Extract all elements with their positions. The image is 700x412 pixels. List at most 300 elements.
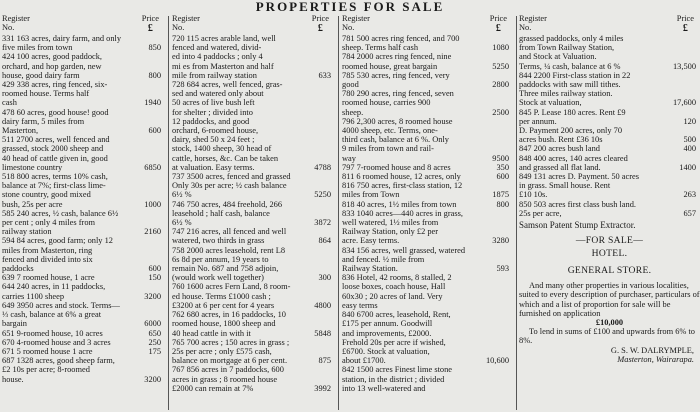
listing-text: 25s per acre ; only £575 cash, xyxy=(172,346,272,356)
listing-text: and fenced. ½ mile from xyxy=(342,254,425,264)
listing-text: roomed house, 1800 sheep and xyxy=(172,319,276,329)
listing-line xyxy=(342,181,513,190)
listing-text: ⅓ cash, balance at 6% a great xyxy=(2,310,102,320)
listing-line xyxy=(342,329,513,338)
listing-price: 10,600 xyxy=(485,356,509,366)
listing-line xyxy=(342,200,513,209)
listing-line xyxy=(172,338,335,347)
listing-text: orchard, and hop garden, new xyxy=(2,61,102,71)
listing-line xyxy=(172,282,335,291)
listing-line xyxy=(2,301,165,310)
listing-line xyxy=(172,255,335,264)
listing-text: 25s per acre, xyxy=(519,208,562,218)
listing-line xyxy=(2,319,165,328)
listing-text: roomed house. Terms half xyxy=(2,89,90,99)
listing-text: £6700. Stock at valuation, xyxy=(342,346,430,356)
listing-line xyxy=(519,209,700,218)
ad-hotel: HOTEL. xyxy=(591,248,628,260)
listing-text: 760 1600 acres Fern Land, 8 room- xyxy=(172,282,291,292)
listing-line xyxy=(342,246,513,255)
listing-text: 40 head of cattle given in, good xyxy=(2,153,108,163)
listing-line xyxy=(172,144,335,153)
listing-text: sheep. xyxy=(342,107,364,117)
listing-text: 4000 sheep, etc. Terms, one- xyxy=(342,126,438,136)
listing-line xyxy=(2,365,165,374)
page-title: PROPERTIES FOR SALE xyxy=(255,0,445,14)
listing-text: bush, 25s per acre xyxy=(2,199,63,209)
listing-line xyxy=(519,52,700,61)
listing-line xyxy=(342,135,513,144)
listing-line xyxy=(172,71,335,80)
listing-text: £10 10s. xyxy=(519,190,548,200)
listing-line xyxy=(172,347,335,356)
listing-text: per annum. xyxy=(519,116,557,126)
ad-lend-text: To lend in sums of £100 and upwards from 6% to 8%. xyxy=(519,327,695,346)
listing-line xyxy=(172,227,335,236)
listing-price: 5848 xyxy=(314,328,331,338)
listing-line xyxy=(2,34,165,43)
listing-line xyxy=(342,264,513,273)
listing-text: five miles from town xyxy=(2,43,73,53)
listing-price: 3872 xyxy=(314,218,331,228)
listing-price: 2800 xyxy=(492,80,509,90)
listing-text: 758 2000 acres leasehold, rent L8 xyxy=(172,245,286,255)
column-divider xyxy=(516,16,517,410)
column-divider xyxy=(168,16,169,410)
listing-text: acre. Easy terms. xyxy=(342,236,400,246)
listing-line xyxy=(172,190,335,199)
listing-price: 2160 xyxy=(144,227,161,237)
listing-line xyxy=(172,52,335,61)
column-header xyxy=(519,14,700,34)
listing-line xyxy=(342,126,513,135)
listing-line xyxy=(519,71,700,80)
ad-amount: £10,000 xyxy=(595,318,624,328)
listing-line xyxy=(172,264,335,273)
listing-line xyxy=(2,329,165,338)
listing-line xyxy=(2,218,165,227)
listing-text: orchard, 6-roomed house, xyxy=(172,126,259,136)
listing-text: mile from railway station xyxy=(172,70,257,80)
listing-line xyxy=(2,80,165,89)
listing-line xyxy=(519,200,700,209)
listing-line xyxy=(2,200,165,209)
listing-text: D. Payment 200 acres, only 70 xyxy=(519,126,623,136)
listing-text: fenced and watered, divid- xyxy=(172,43,262,53)
listing-text: 585 240 acres, ½ cash, balance 6½ xyxy=(2,208,119,218)
listing-line xyxy=(172,310,335,319)
listing-line xyxy=(2,126,165,135)
listing-price: 3280 xyxy=(492,236,509,246)
listing-text: 850 503 acres first class bush land. xyxy=(519,199,636,209)
listing-text: railway station xyxy=(2,227,52,237)
listing-text: dairy, shed 50 x 24 feet ; xyxy=(172,135,255,145)
listing-text: dairy farm, 5 miles from xyxy=(2,116,85,126)
register-label: Register No. xyxy=(2,14,30,32)
listing-text: 747 216 acres, all fenced and well xyxy=(172,227,287,237)
listing-text: 671 5 roomed house 1 acre xyxy=(2,346,93,356)
listing-price: 650 xyxy=(148,328,161,338)
register-label: Register No. xyxy=(172,14,200,32)
listing-line xyxy=(172,209,335,218)
listing-line xyxy=(2,282,165,291)
listing-line xyxy=(2,62,165,71)
listing-line xyxy=(519,135,700,144)
listing-price: 800 xyxy=(148,70,161,80)
listing-price: 800 xyxy=(496,199,509,209)
listing-text: 785 530 acres, ring fenced, very xyxy=(342,70,450,80)
listing-text: mi es from Masterton and half xyxy=(172,61,274,71)
listing-price: 9500 xyxy=(492,153,509,163)
listing-price: 120 xyxy=(683,116,696,126)
listing-line xyxy=(2,227,165,236)
listing-line xyxy=(172,273,335,282)
listing-text: 746 750 acres, 484 freehold, 266 xyxy=(172,199,283,209)
listing-text: 849 131 acres D. Payment. 50 acres xyxy=(519,172,640,182)
price-label: Price £ xyxy=(676,14,694,34)
listing-price: 657 xyxy=(683,208,696,218)
listing-line xyxy=(172,126,335,135)
listing-text: £2000 can remain at 7% xyxy=(172,383,254,393)
listing-line xyxy=(2,255,165,264)
listing-line xyxy=(172,154,335,163)
listing-text: 9 miles from town and rail- xyxy=(342,144,434,154)
listing-text: paddocks xyxy=(2,264,34,274)
listing-line xyxy=(519,154,700,163)
listing-text: 818 40 acres, 1½ miles from town xyxy=(342,199,457,209)
listing-line xyxy=(172,62,335,71)
listing-text: Terms, ¼ cash, balance at 6 % xyxy=(519,61,621,71)
listing-price: 1400 xyxy=(679,162,696,172)
listing-price: 2500 xyxy=(492,107,509,117)
listing-text: 6s 8d per annum, 19 years to xyxy=(172,254,269,264)
listing-line xyxy=(2,89,165,98)
listing-text: third cash, balance at 6 %. Only xyxy=(342,135,449,145)
listing-text: 720 115 acres arable land, well xyxy=(172,34,276,43)
listing-line xyxy=(172,98,335,107)
listing-price: 6000 xyxy=(144,319,161,329)
listing-text: into 13 well-watered and xyxy=(342,383,426,393)
listing-text: miles from Masterton, ring xyxy=(2,245,93,255)
listing-line xyxy=(342,255,513,264)
listing-price: 300 xyxy=(318,273,331,283)
listing-text: 844 2200 First-class station in 22 xyxy=(519,70,631,80)
listing-line xyxy=(172,356,335,365)
listing-price: 864 xyxy=(318,236,331,246)
listing-text: 762 680 acres, in 16 paddocks, 10 xyxy=(172,310,286,320)
listing-text: 780 290 acres, ring fenced, seven xyxy=(342,89,454,99)
listing-line xyxy=(2,375,165,384)
listing-line xyxy=(519,126,700,135)
listing-line xyxy=(342,227,513,236)
listing-price: 6850 xyxy=(144,162,161,172)
listing-line xyxy=(342,144,513,153)
listing-text: 594 84 acres, good farm; only 12 xyxy=(2,236,113,246)
column-header xyxy=(342,14,513,34)
listing-line xyxy=(342,89,513,98)
listing-line xyxy=(172,292,335,301)
listing-line xyxy=(342,190,513,199)
ad-stump-extractor: Samson Patent Stump Extractor. xyxy=(519,220,636,231)
listing-text: 840 6700 acres, leasehold, Rent, xyxy=(342,310,451,320)
listing-line xyxy=(2,52,165,61)
listing-line xyxy=(172,163,335,172)
listing-line xyxy=(342,273,513,282)
listing-line xyxy=(519,80,700,89)
listing-line xyxy=(2,347,165,356)
listing-line xyxy=(519,117,700,126)
listing-line xyxy=(519,98,700,107)
listing-line xyxy=(519,181,700,190)
listing-price: 263 xyxy=(683,190,696,200)
listing-text: balance at 7%; first-class lime- xyxy=(2,181,106,191)
listing-line xyxy=(342,310,513,319)
listing-text: ed into 4 paddocks ; only 4 xyxy=(172,52,263,62)
listing-text: roomed house, carries 900 xyxy=(342,98,431,108)
listing-line xyxy=(2,246,165,255)
column-divider xyxy=(338,16,339,410)
listing-line xyxy=(342,365,513,374)
listing-text: bargain xyxy=(2,319,27,329)
listing-price: 3992 xyxy=(314,383,331,393)
listing-text: £175 per annum. Goodwill xyxy=(342,319,433,329)
listing-text: 429 338 acres, ring fenced, six- xyxy=(2,80,108,90)
listing-text: 781 500 acres ring fenced, and 700 xyxy=(342,34,460,43)
listing-price: 600 xyxy=(148,264,161,274)
listing-text: and Stock at Valuation. xyxy=(519,52,597,62)
listing-price: 350 xyxy=(496,162,509,172)
listing-column-4 xyxy=(519,14,700,364)
listing-text: Masterton, xyxy=(2,126,39,136)
listing-price: 500 xyxy=(683,135,696,145)
listing-price: 1000 xyxy=(144,199,161,209)
listing-line xyxy=(342,43,513,52)
listing-line xyxy=(342,347,513,356)
listing-line xyxy=(2,209,165,218)
listing-text: 797 7-roomed house and 8 acres xyxy=(342,162,451,172)
listing-line xyxy=(2,172,165,181)
listing-price: 875 xyxy=(318,356,331,366)
column-header xyxy=(2,14,165,34)
listing-text: 784 2000 acres ring fenced, nine xyxy=(342,52,452,62)
listing-text: 767 856 acres in 7 paddocks, 600 xyxy=(172,365,284,375)
listing-text: watered, two thirds in grass xyxy=(172,236,265,246)
listing-text: (would work well together) xyxy=(172,273,264,283)
listing-line xyxy=(342,218,513,227)
listing-text: 6½ % xyxy=(172,190,192,200)
listing-line xyxy=(2,135,165,144)
listing-text: ed house. Terms £1000 cash ; xyxy=(172,291,271,301)
listing-line xyxy=(172,43,335,52)
listing-line xyxy=(519,89,700,98)
listing-text: stone country, good mixed xyxy=(2,190,91,200)
listing-line xyxy=(172,301,335,310)
listing-line xyxy=(2,356,165,365)
listing-line xyxy=(519,190,700,199)
listing-text: 12 paddocks, and good xyxy=(172,116,250,126)
listing-text: 842 1500 acres Finest lime stone xyxy=(342,365,453,375)
listing-text: sheep. Terms half cash xyxy=(342,43,419,53)
listing-text: 816 750 acres, first-class station, 12 xyxy=(342,181,463,191)
listing-line xyxy=(2,310,165,319)
listing-line xyxy=(172,246,335,255)
listing-line xyxy=(342,154,513,163)
listing-line xyxy=(342,52,513,61)
listing-text: leasehold ; half cash, balance xyxy=(172,208,270,218)
listing-text: easy terms xyxy=(342,300,378,310)
listing-text: 511 2700 acres, well fenced and xyxy=(2,135,110,145)
listing-price: 1940 xyxy=(144,98,161,108)
listing-line xyxy=(172,108,335,117)
listing-line xyxy=(172,172,335,181)
listing-price: 3200 xyxy=(144,374,161,384)
listing-line xyxy=(342,71,513,80)
listing-text: 833 1040 acres—440 acres in grass, xyxy=(342,208,463,218)
listing-line xyxy=(519,34,700,43)
listing-text: carries 1100 sheep xyxy=(2,291,65,301)
listing-price: 4788 xyxy=(314,162,331,172)
listing-text: 40 head cattle in with it xyxy=(172,328,251,338)
listing-line xyxy=(172,319,335,328)
listing-text: 836 Hotel, 42 rooms, 8 stalled, 2 xyxy=(342,273,452,283)
ad-general-store: GENERAL STORE. xyxy=(567,265,652,277)
listing-line xyxy=(172,365,335,374)
listing-line xyxy=(172,236,335,245)
listing-text: well watered, 1½ miles from xyxy=(342,218,439,228)
listing-text: fenced and divided into six xyxy=(2,254,93,264)
listing-text: miles from Town xyxy=(342,190,400,200)
listing-price: 600 xyxy=(496,172,509,182)
listing-text: 651 9-roomed house, 10 acres xyxy=(2,328,103,338)
listing-text: house, good dairy farm xyxy=(2,70,80,80)
listing-text: Railway Station, only £2 per xyxy=(342,227,439,237)
listing-price: 13,500 xyxy=(672,61,696,71)
listing-price: 850 xyxy=(148,43,161,53)
listing-text: 765 700 acres ; 150 acres in grass ; xyxy=(172,337,290,347)
listing-line xyxy=(342,98,513,107)
listing-line xyxy=(172,34,335,43)
listing-line xyxy=(172,200,335,209)
ad-body-text: And many other properties in various localities, suited to every description of purchaser, particulars of which and a list of proportion for sale will be furnished on application xyxy=(519,281,700,318)
listing-text: 847 200 acres bush land xyxy=(519,144,600,154)
listing-line xyxy=(342,34,513,43)
listing-price: 17,600 xyxy=(672,98,696,108)
listing-line xyxy=(172,135,335,144)
listing-line xyxy=(2,108,165,117)
listing-text: for shelter ; divided into xyxy=(172,107,253,117)
listing-price: 633 xyxy=(318,70,331,80)
listing-text: 60x30 ; 20 acres of land. Very xyxy=(342,291,443,301)
listing-text: 478 60 acres, good house! good xyxy=(2,107,109,117)
listing-price: 1080 xyxy=(492,43,509,53)
listing-line xyxy=(342,62,513,71)
listing-price: 3200 xyxy=(144,291,161,301)
listing-line xyxy=(2,163,165,172)
listing-text: limestone country xyxy=(2,162,63,172)
listing-line xyxy=(519,108,700,117)
listing-line xyxy=(519,43,700,52)
listing-price: 400 xyxy=(683,144,696,154)
listing-text: 518 800 acres, terms 10% cash, xyxy=(2,172,108,182)
listing-price: 4800 xyxy=(314,300,331,310)
register-label: Register No. xyxy=(342,14,370,32)
listing-price: 5250 xyxy=(314,190,331,200)
listing-text: Railway Station. xyxy=(342,264,398,274)
listing-line xyxy=(2,144,165,153)
price-label: Price £ xyxy=(489,14,507,34)
listing-line xyxy=(342,80,513,89)
listing-line xyxy=(342,209,513,218)
listing-line xyxy=(2,98,165,107)
listing-line xyxy=(2,273,165,282)
listing-text: 834 156 acres, well grassed, watered xyxy=(342,245,466,255)
listing-line xyxy=(342,172,513,181)
listing-price: 175 xyxy=(148,346,161,356)
listing-text: £3200 at 6 per cent for 4 years xyxy=(172,300,275,310)
listing-line xyxy=(342,292,513,301)
listing-text: 811 6 roomed house, 12 acres, only xyxy=(342,172,461,182)
listing-line xyxy=(342,356,513,365)
listing-line xyxy=(2,154,165,163)
listing-line xyxy=(172,218,335,227)
ad-signature-place: Masterton, Wairarapa. xyxy=(617,354,694,364)
listing-text: grassed paddocks, only 4 miles xyxy=(519,34,624,43)
listing-text: grassed, stock 2000 sheep and xyxy=(2,144,104,154)
listing-line xyxy=(2,338,165,347)
listing-text: and improvements, £2000. xyxy=(342,328,432,338)
column-header xyxy=(172,14,335,34)
listing-line xyxy=(2,117,165,126)
listing-text: 331 163 acres, dairy farm, and only xyxy=(2,34,122,43)
listing-text: 649 3950 acres and stock. Terms— xyxy=(2,300,120,310)
listing-text: cash xyxy=(2,98,17,108)
listing-text: 737 3500 acres, fenced and grassed xyxy=(172,172,291,182)
listing-line xyxy=(2,181,165,190)
listing-text: 845 P. Lease 180 acres. Rent £9 xyxy=(519,107,626,117)
listing-column-2 xyxy=(172,14,335,393)
listing-text: paddocks with saw mill tithes. xyxy=(519,80,621,90)
price-label: Price £ xyxy=(141,14,159,34)
listing-line xyxy=(172,329,335,338)
listing-text: 687 1328 acres, good sheep farm, xyxy=(2,356,115,366)
listing-text: in grass. Small house. Rent xyxy=(519,181,611,191)
listing-line xyxy=(2,292,165,301)
listing-text: about £1700. xyxy=(342,356,386,366)
listing-line xyxy=(342,319,513,328)
listing-line xyxy=(342,236,513,245)
listing-text: roomed house, great bargain xyxy=(342,61,438,71)
listing-line xyxy=(2,71,165,80)
listing-text: 848 400 acres, 140 acres cleared xyxy=(519,153,628,163)
listing-line xyxy=(172,80,335,89)
listing-column-1 xyxy=(2,14,165,384)
listing-price: 1875 xyxy=(492,190,509,200)
listing-line xyxy=(342,117,513,126)
listing-text: 670 4-roomed house and 3 acres xyxy=(2,337,111,347)
listing-price: 150 xyxy=(148,273,161,283)
listing-text: way xyxy=(342,153,356,163)
listing-text: Frehold 20s per acre if wished, xyxy=(342,337,446,347)
ad-signature-name: G. S. W. DALRYMPLE, xyxy=(610,345,694,355)
listing-text: acres bush. Rent £36 10s xyxy=(519,135,603,145)
listing-line xyxy=(342,375,513,384)
listing-text: 728 684 acres, well fenced, gras- xyxy=(172,80,283,90)
listing-text: remain No. 687 and 758 adjoin, xyxy=(172,264,279,274)
price-label: Price £ xyxy=(311,14,329,34)
listing-text: stock, 1400 sheep, 30 head of xyxy=(172,144,272,154)
ad-for-sale: —FOR SALE— xyxy=(575,235,644,247)
listing-text: house. xyxy=(2,374,24,384)
